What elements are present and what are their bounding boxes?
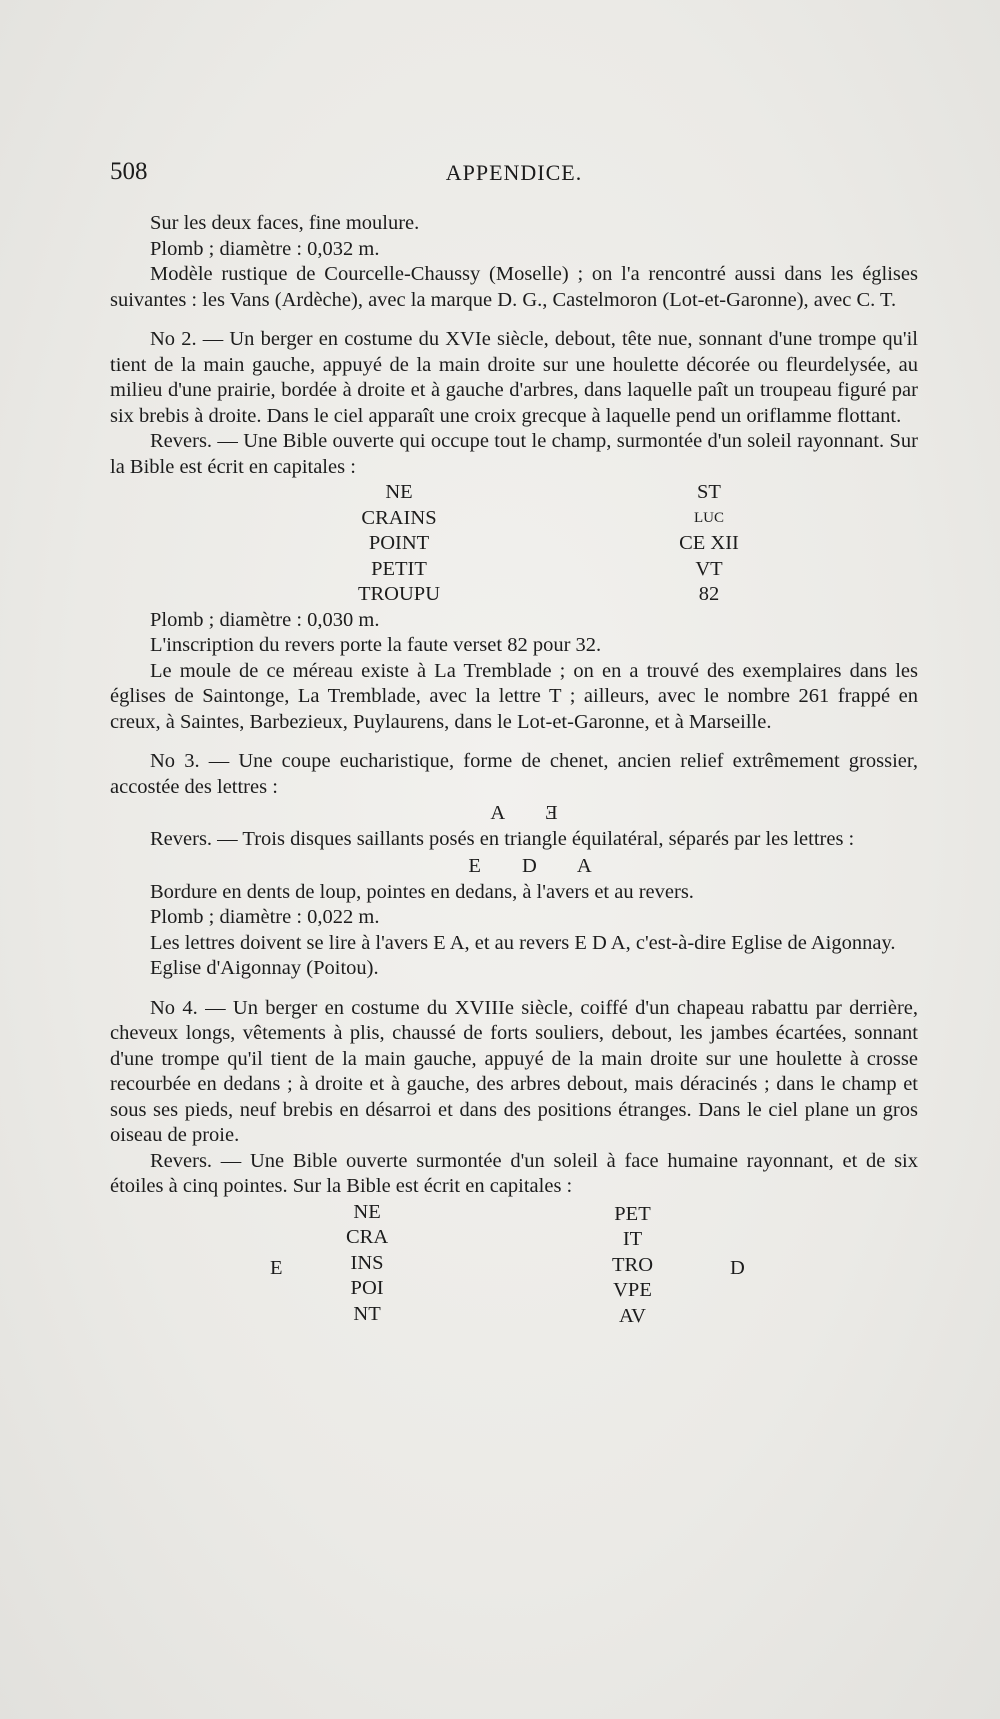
inscription-line: TROUPU (357, 583, 440, 605)
paragraph: Eglise d'Aigonnay (Poitou). (150, 957, 379, 979)
inscription-line: AV (619, 1304, 646, 1327)
inscription-line: NE (353, 1200, 381, 1223)
paragraph: Plomb ; diamètre : 0,022 m. (150, 906, 380, 928)
inscription-letter: D (730, 1256, 745, 1279)
inscription-line: VT (695, 557, 723, 580)
inscription-line: POI (350, 1277, 384, 1299)
inscription-line: PETIT (371, 557, 427, 580)
inscription-line: CRAINS (361, 506, 437, 529)
paragraph: Revers. — Une Bible ouverte qui occupe tout le champ, surmontée d'un soleil rayonnant. Sur la Bible est écrit en capitales : (110, 430, 918, 478)
bible-inscription (334, 480, 754, 608)
paragraph: Revers. — Une Bible ouverte surmontée d'un soleil à face humaine rayonnant, et de six étoiles à cinq pointes. Sur la Bible est écrit en capitales : (110, 1149, 918, 1197)
paragraph: Sur les deux faces, fine moulure. (150, 212, 420, 234)
inscription-left-column (334, 480, 464, 608)
paragraph: Les lettres doivent se lire à l'avers E A, et au revers E D A, c'est-à-dire Eglise de Aigonnay. (150, 931, 896, 954)
paragraph: Plomb ; diamètre : 0,032 m. (150, 237, 380, 260)
bible-inscription-2 (110, 1200, 918, 1328)
paragraph: No 3. — Une coupe eucharistique, forme de chenet, ancien relief extrêmement grossier, accostée des lettres : (110, 750, 918, 798)
page-header (110, 158, 918, 190)
paragraph: Revers. — Trois disques saillants posés en triangle équilatéral, séparés par les lettres : (150, 828, 855, 850)
inscription-line: ST (697, 481, 721, 503)
page-number: 508 (110, 158, 148, 185)
inscription-line: VPE (613, 1279, 652, 1301)
avers-letters: A Ǝ (490, 802, 576, 824)
paragraph: No 2. — Un berger en costume du XVIe siècle, debout, tête nue, sonnant d'une trompe qu'il tient de la main gauche, appuyé de la main droite sur une houlette décorée ou fleurdelysée, au milieu d'une prairie, bordée à droite et à gauche d'arbres, dans laquelle paît un troupeau figuré par six brebis à droite. Dans le ciel apparaît une croix grecque à laquelle pend un oriflamme flottant. (110, 328, 918, 427)
inscription-column (346, 1200, 388, 1328)
inscription-letter: E (270, 1256, 283, 1279)
inscription-line: TRO (612, 1253, 653, 1276)
body-text (110, 211, 918, 1328)
inscription-line: INS (350, 1251, 384, 1274)
paragraph: No 4. — Un berger en costume du XVIIIe siècle, coiffé d'un chapeau rabattu par derrière, cheveux longs, vêtements à plis, chaussé de forts souliers, debout, les jambes écartées, sonnant d'une trompe qu'il tient de la main gauche, appuyé de la main droite sur une houlette à crosse recourbée en dedans ; à droite et à gauche, des arbres debout, mais déracinés ; dans le champ et sous ses pieds, neuf brebis en désarroi et dans des positions étranges. Dans le ciel plane un gros oiseau de proie. (110, 996, 918, 1146)
inscription-line: LUC (694, 509, 724, 526)
paragraph: Modèle rustique de Courcelle-Chaussy (Moselle) ; on l'a rencontré aussi dans les églises suivantes : les Vans (Ardèche), avec la marque D. G., Castelmoron (Lot-et-Garonne), avec C. T. (110, 263, 918, 311)
paragraph: Bordure en dents de loup, pointes en dedans, à l'avers et au revers. (150, 880, 694, 903)
inscription-line: NT (353, 1302, 381, 1325)
paragraph: L'inscription du revers porte la faute verset 82 pour 32. (150, 634, 602, 656)
inscription-line: IT (622, 1228, 643, 1250)
inscription-line: POINT (368, 532, 430, 554)
revers-letters: E D A (468, 854, 610, 877)
inscription-line: 82 (698, 583, 720, 605)
running-title: APPENDICE. (445, 160, 583, 185)
inscription-line: CRA (346, 1226, 389, 1248)
inscription-line: CE XII (679, 532, 739, 554)
inscription-right-column (664, 480, 754, 608)
inscription-column (612, 1202, 653, 1330)
inscription-line: PET (614, 1202, 651, 1225)
inscription-line: NE (385, 481, 413, 503)
paragraph: Le moule de ce méreau existe à La Tremblade ; on en a trouvé des exemplaires dans les églises de Saintonge, La Tremblade, avec la lettre T ; ailleurs, avec le nombre 261 frappé en creux, à Saintes, Barbezieux, Puylaurens, dans le Lot-et-Garonne, et à Marseille. (110, 659, 918, 733)
paragraph: Plomb ; diamètre : 0,030 m. (150, 608, 380, 631)
